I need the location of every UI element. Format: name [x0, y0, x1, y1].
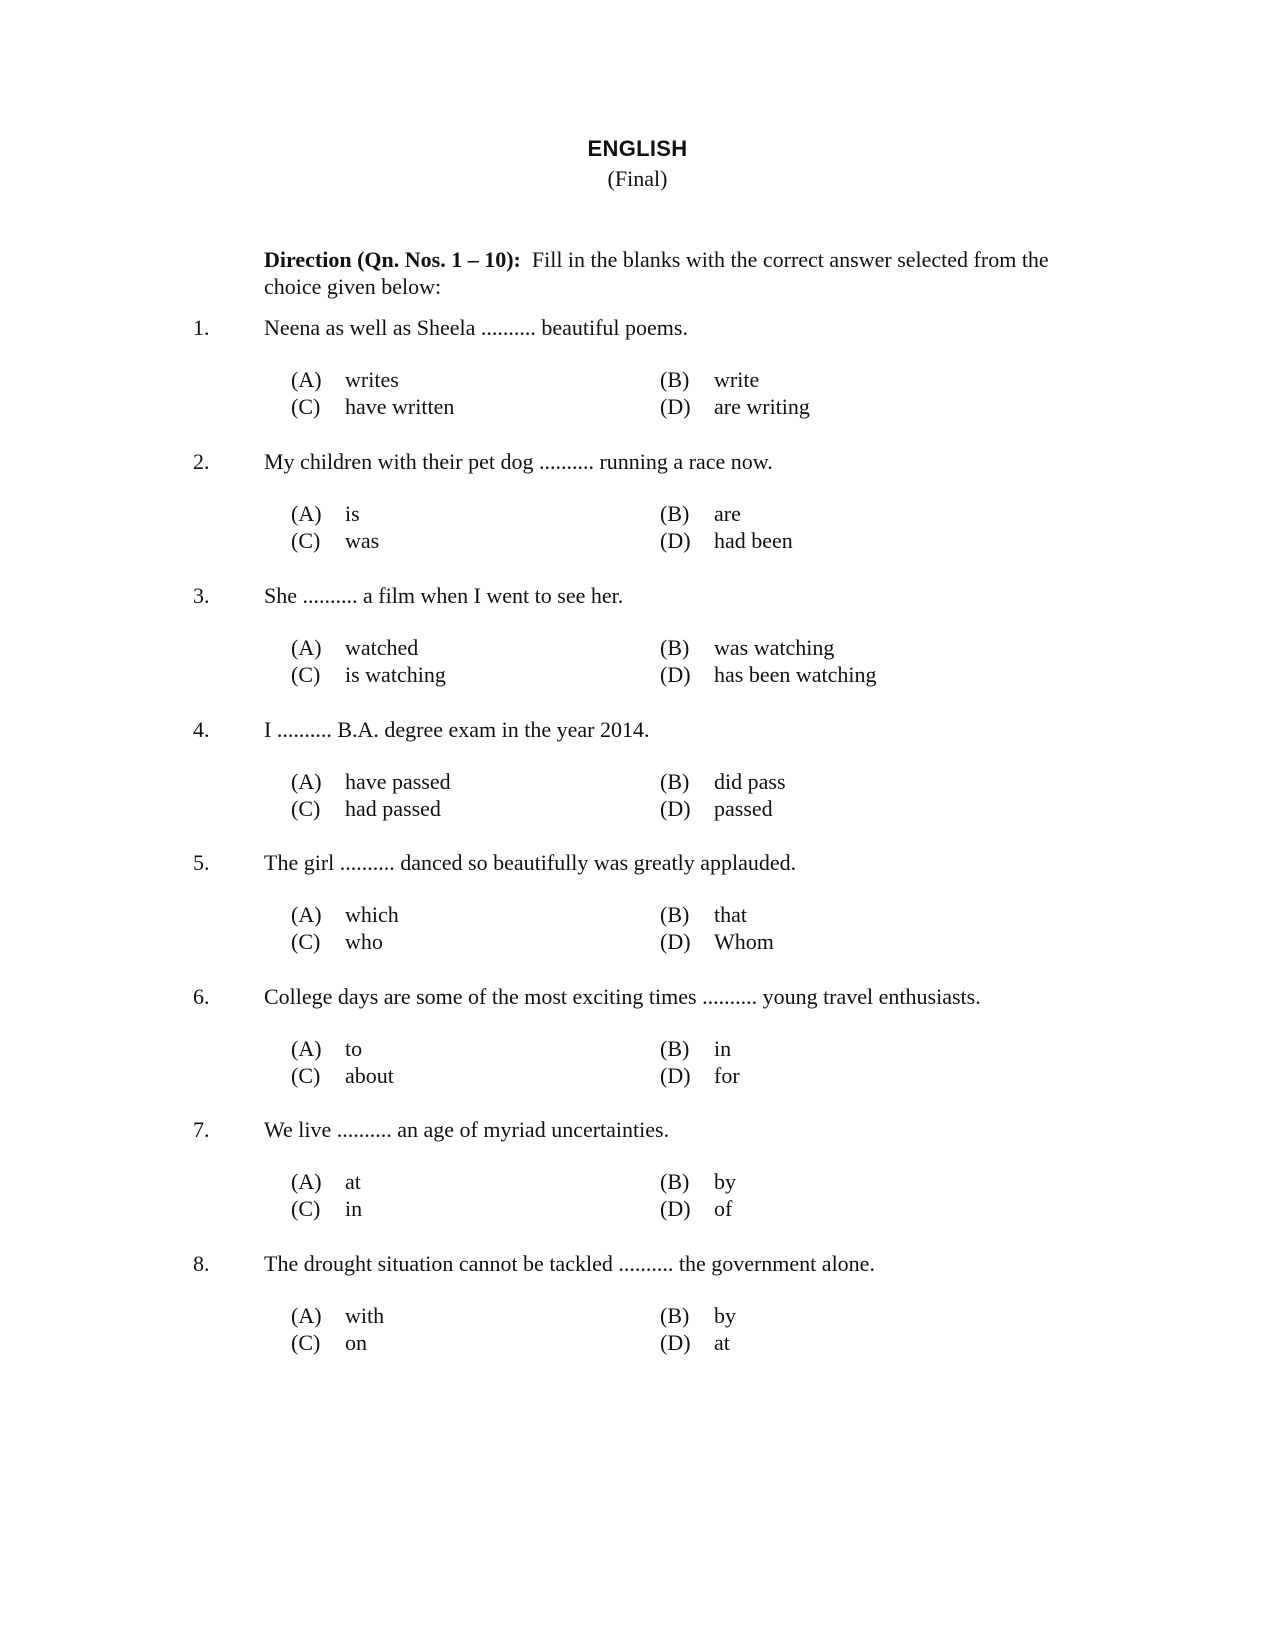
option-c[interactable]	[291, 929, 383, 955]
option-letter: (B)	[660, 902, 690, 927]
option-letter: (B)	[660, 1036, 690, 1061]
option-letter: (C)	[291, 662, 321, 687]
option-d[interactable]	[660, 1330, 730, 1356]
option-text: in	[714, 1036, 732, 1061]
question-text: The drought situation cannot be tackled .......... the government alone.	[264, 1251, 875, 1276]
option-c[interactable]	[291, 1063, 394, 1089]
option-c[interactable]	[291, 394, 454, 420]
option-letter: (D)	[660, 394, 691, 419]
option-letter: (C)	[291, 929, 321, 954]
option-text: Whom	[714, 929, 774, 954]
option-b[interactable]	[660, 635, 834, 661]
option-letter: (C)	[291, 1330, 321, 1355]
option-letter: (D)	[660, 1063, 691, 1088]
question-1	[0, 315, 1275, 435]
question-2	[0, 449, 1275, 569]
option-text: was	[345, 528, 380, 553]
option-d[interactable]	[660, 796, 773, 822]
page-title: ENGLISH	[587, 136, 688, 161]
option-text: of	[714, 1196, 733, 1221]
option-text: by	[714, 1303, 736, 1328]
question-7	[0, 1117, 1275, 1237]
option-a[interactable]	[291, 367, 399, 393]
option-letter: (D)	[660, 1196, 691, 1221]
direction-paragraph	[264, 246, 1094, 300]
option-c[interactable]	[291, 796, 441, 822]
option-a[interactable]	[291, 1303, 384, 1329]
option-b[interactable]	[660, 367, 759, 393]
option-letter: (A)	[291, 367, 322, 392]
question-number: 8.	[193, 1251, 210, 1276]
question-8	[0, 1251, 1275, 1371]
option-b[interactable]	[660, 1036, 731, 1062]
option-letter: (B)	[660, 367, 690, 392]
option-letter: (D)	[660, 929, 691, 954]
question-5	[0, 850, 1275, 970]
direction-text: Fill in the blanks with the correct answer selected from the choice given below:	[264, 247, 1049, 299]
option-d[interactable]	[660, 528, 793, 554]
option-text: about	[345, 1063, 394, 1088]
option-letter: (A)	[291, 1169, 322, 1194]
question-number: 6.	[193, 984, 210, 1009]
option-b[interactable]	[660, 769, 786, 795]
option-letter: (C)	[291, 528, 321, 553]
option-text: had been	[714, 528, 793, 553]
option-text: is watching	[345, 662, 446, 687]
option-text: for	[714, 1063, 740, 1088]
question-number: 7.	[193, 1117, 210, 1142]
option-text: have passed	[345, 769, 451, 794]
option-text: in	[345, 1196, 363, 1221]
option-letter: (B)	[660, 1169, 690, 1194]
question-number: 1.	[193, 315, 210, 340]
option-c[interactable]	[291, 1330, 367, 1356]
option-b[interactable]	[660, 501, 741, 527]
option-a[interactable]	[291, 769, 451, 795]
option-text: did pass	[714, 769, 786, 794]
option-text: that	[714, 902, 747, 927]
option-text: has been watching	[714, 662, 877, 687]
option-text: passed	[714, 796, 773, 821]
question-text: The girl .......... danced so beautifully was greatly applauded.	[264, 850, 797, 875]
option-letter: (D)	[660, 796, 691, 821]
question-text: My children with their pet dog .......... running a race now.	[264, 449, 773, 474]
question-number: 3.	[193, 583, 210, 608]
option-letter: (B)	[660, 501, 690, 526]
option-a[interactable]	[291, 902, 399, 928]
option-letter: (A)	[291, 902, 322, 927]
option-c[interactable]	[291, 1196, 362, 1222]
option-b[interactable]	[660, 1303, 736, 1329]
question-text: College days are some of the most exciting times .......... young travel enthusiasts.	[264, 984, 981, 1009]
option-text: have written	[345, 394, 455, 419]
option-letter: (C)	[291, 796, 321, 821]
option-text: at	[345, 1169, 361, 1194]
option-b[interactable]	[660, 902, 747, 928]
option-text: which	[345, 902, 399, 927]
option-letter: (A)	[291, 1303, 322, 1328]
option-text: had passed	[345, 796, 441, 821]
question-3	[0, 583, 1275, 703]
option-letter: (D)	[660, 1330, 691, 1355]
option-letter: (A)	[291, 769, 322, 794]
option-a[interactable]	[291, 501, 360, 527]
option-a[interactable]	[291, 1169, 361, 1195]
option-text: on	[345, 1330, 367, 1355]
option-text: are writing	[714, 394, 810, 419]
option-d[interactable]	[660, 662, 877, 688]
option-d[interactable]	[660, 1063, 740, 1089]
option-letter: (C)	[291, 1063, 321, 1088]
option-letter: (C)	[291, 1196, 321, 1221]
option-text: is	[345, 501, 360, 526]
option-text: are	[714, 501, 741, 526]
option-text: by	[714, 1169, 736, 1194]
option-letter: (A)	[291, 635, 322, 660]
option-text: watched	[345, 635, 419, 660]
option-text: with	[345, 1303, 385, 1328]
question-4	[0, 717, 1275, 837]
direction-label: Direction (Qn. Nos. 1 – 10):	[264, 247, 521, 272]
option-text: at	[714, 1330, 730, 1355]
option-c[interactable]	[291, 662, 446, 688]
option-text: was watching	[714, 635, 835, 660]
option-letter: (B)	[660, 769, 690, 794]
question-number: 4.	[193, 717, 210, 742]
option-c[interactable]	[291, 528, 379, 554]
option-letter: (A)	[291, 501, 322, 526]
option-letter: (C)	[291, 394, 321, 419]
question-number: 5.	[193, 850, 210, 875]
option-letter: (A)	[291, 1036, 322, 1061]
option-letter: (B)	[660, 1303, 690, 1328]
option-letter: (D)	[660, 528, 691, 553]
option-text: who	[345, 929, 383, 954]
page-subtitle: (Final)	[607, 166, 668, 191]
option-a[interactable]	[291, 635, 418, 661]
question-text: We live .......... an age of myriad uncertainties.	[264, 1117, 670, 1142]
option-text: write	[714, 367, 760, 392]
question-number: 2.	[193, 449, 210, 474]
option-text: writes	[345, 367, 399, 392]
option-letter: (B)	[660, 635, 690, 660]
option-letter: (D)	[660, 662, 691, 687]
option-d[interactable]	[660, 929, 774, 955]
option-b[interactable]	[660, 1169, 736, 1195]
option-a[interactable]	[291, 1036, 362, 1062]
question-text: Neena as well as Sheela .......... beautiful poems.	[264, 315, 688, 340]
option-d[interactable]	[660, 394, 810, 420]
question-text: She .......... a film when I went to see her.	[264, 583, 624, 608]
option-d[interactable]	[660, 1196, 732, 1222]
question-text: I .......... B.A. degree exam in the year 2014.	[264, 717, 650, 742]
question-6	[0, 984, 1275, 1104]
option-text: to	[345, 1036, 363, 1061]
